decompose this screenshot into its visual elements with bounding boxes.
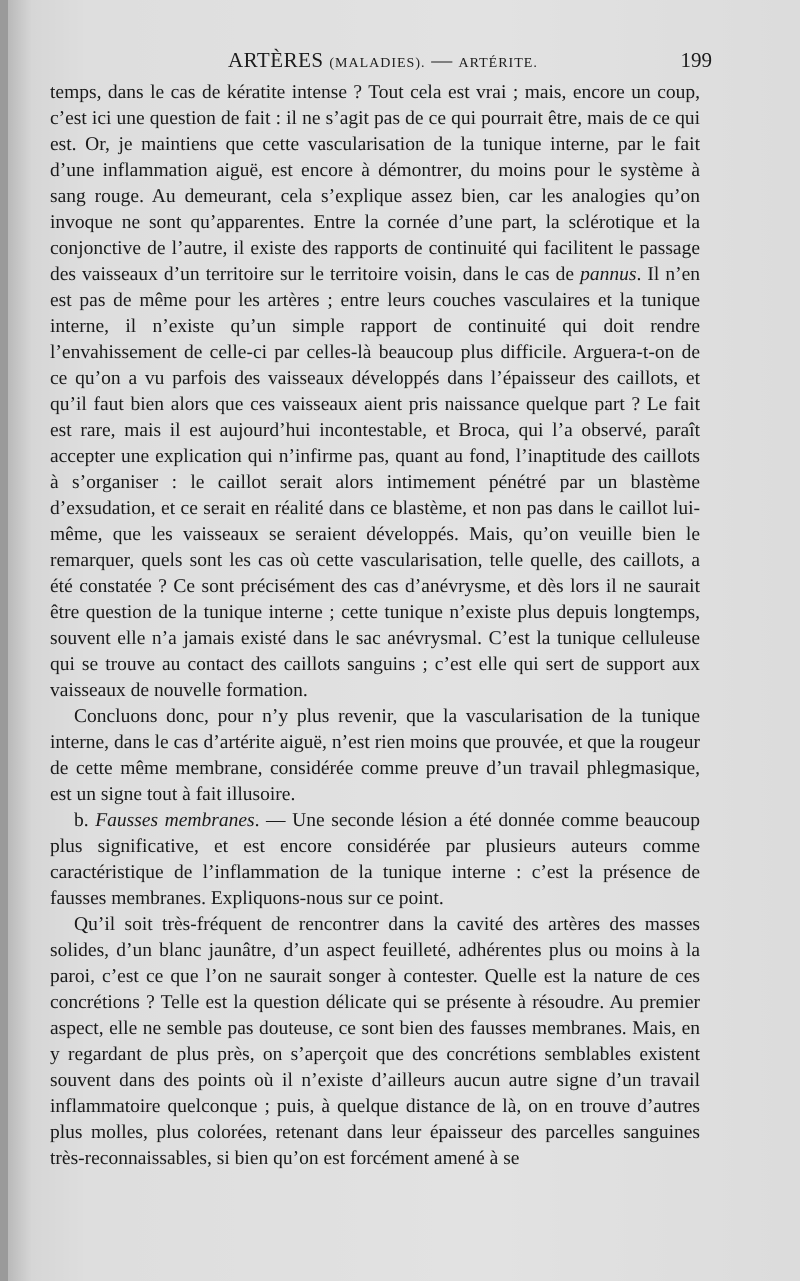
paragraph-text: Concluons donc, pour n’y plus revenir, que la vascularisation de la tunique interne, dans le cas d’artérite aiguë, n’est rien moins que prouvée, et que la rougeur de cette même membrane, considérée comme preuve d’un travail phlegmasique, est un signe tout à fait illusoire. [50, 706, 700, 805]
title-paren: (MALADIES). [329, 56, 426, 71]
paragraph-text: . Il n’en est pas de même pour les artères ; entre leurs couches vasculaires et la tunique interne, il n’existe qu’un simple rapport de continuité qui doit rendre l’envahissement de celle-ci par celles-là beaucoup plus difficile. Arguera-t-on de ce qu’on a vu parfois des vaisseaux développés dans l’épaisseur des caillots, et qu’il faut bien alors que ces vaisseaux aient pris naissance quelque part ? Le fait est rare, mais il est aujourd’hui incontestable, et Broca, qui l’a observé, paraît accepter une explication qui n’infirme pas, quant au fond, l’inaptitude des caillots à s’organiser : le caillot serait alors intimement pénétré par un blastème d’exsudation, et ce serait en réalité dans ce blastème, et non pas dans le caillot lui-même, que les vaisseaux se seraient développés. Mais, qu’on veuille bien le remarquer, quels sont les cas où cette vascularisation, telle quelle, des caillots, a été constatée ? Ce sont précisément des cas d’anévrysme, et dès lors il ne saurait être question de la tunique interne ; cette tunique n’existe plus depuis longtemps, souvent elle n’a jamais existé dans le sac anévrysmal. C’est la tunique celluleuse qui se trouve au contact des caillots sanguins ; c’est elle qui sert de support aux vaisseaux de nouvelle formation. [50, 264, 700, 701]
body-text [50, 80, 700, 1172]
paragraph [50, 80, 700, 704]
page-number: 199 [680, 48, 712, 72]
running-title [228, 48, 538, 73]
paragraph [50, 912, 700, 1172]
paragraph-text: temps, dans le cas de kératite intense ? Tout cela est vrai ; mais, encore un coup, c’est ici une question de fait : il ne s’agit pas de ce qui pourrait être, mais de ce qui est. Or, je maintiens que cette vascularisation de la tunique interne, par le fait d’une inflammation aiguë, est encore à démontrer, du moins pour le système à sang rouge. Au demeurant, cela s’explique assez bien, car les analogies qu’on invoque ne sont qu’apparentes. Entre la cornée d’une part, la sclérotique et la conjonctive de l’autre, il existe des rapports de continuité qui facilitent le passage des vaisseaux d’un territoire sur le territoire voisin, dans le cas de [50, 82, 700, 285]
title-dash: — [431, 48, 453, 72]
book-page [8, 0, 800, 1281]
paragraph-text: . — Une seconde lésion a été donnée comme beaucoup plus significative, et est encore considérée par plusieurs auteurs comme caractéristique de l’inflammation de la tunique interne : c’est la présence de fausses membranes. Expliquons-nous sur ce point. [50, 810, 701, 909]
paragraph [50, 808, 700, 912]
italic-text: pannus [580, 264, 637, 285]
paragraph-text: Qu’il soit très-fréquent de rencontrer dans la cavité des artères des masses solides, d’un blanc jaunâtre, d’un aspect feuilleté, adhérentes plus ou moins à la paroi, c’est ce que l’on ne saurait songer à contester. Quelle est la nature de ces concrétions ? Telle est la question délicate qui se présente à résoudre. Au premier aspect, elle ne semble pas douteuse, ce sont bien des fausses membranes. Mais, en y regardant de plus près, on s’aperçoit que des concrétions semblables existent souvent dans des points où il n’existe d’ailleurs aucun autre signe d’un travail inflammatoire quelconque ; puis, à quelque distance de là, on en trouve d’autres plus molles, plus colorées, retenant dans leur épaisseur des parcelles sanguines très-reconnaissables, si bien qu’on est forcément amené à se [50, 914, 700, 1169]
paragraph-text: b. [74, 810, 96, 831]
title-sub: ARTÉRITE. [458, 56, 538, 71]
paragraph [50, 704, 700, 808]
title-main: ARTÈRES [228, 48, 324, 72]
italic-text: Fausses membranes [95, 810, 255, 831]
running-head [50, 44, 712, 78]
